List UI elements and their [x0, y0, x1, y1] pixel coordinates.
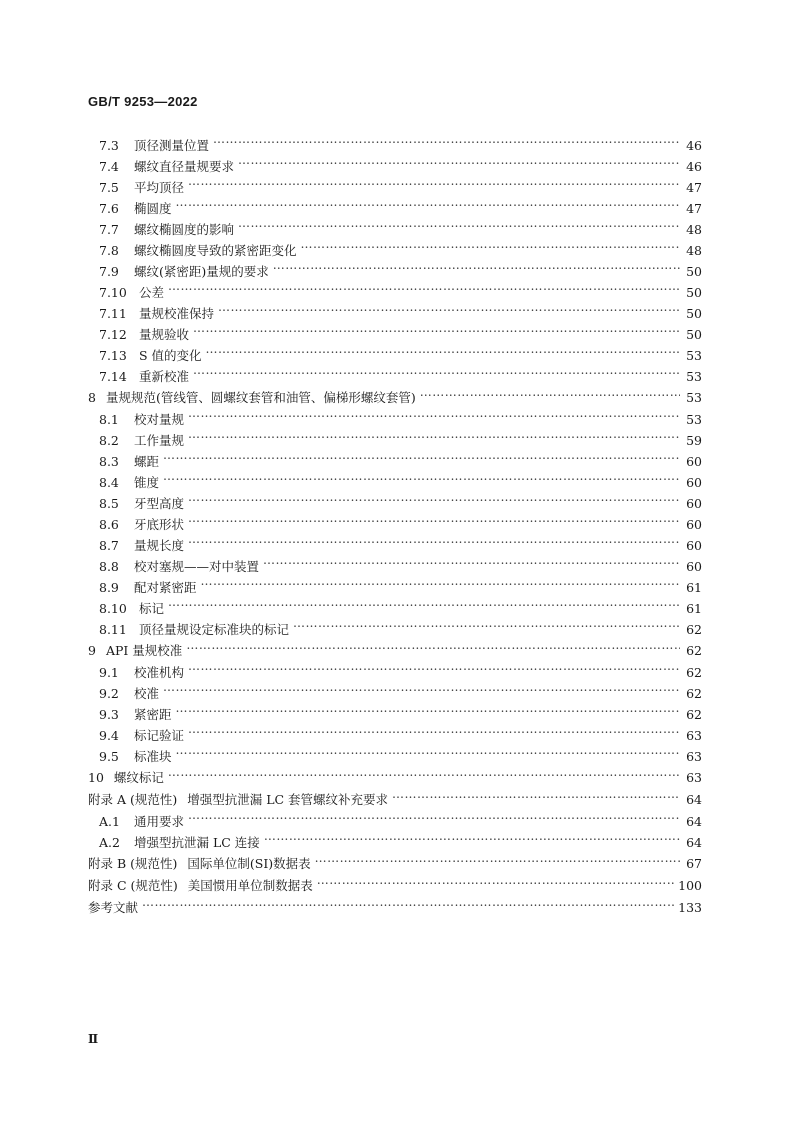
- toc-entry-number: 8.3: [99, 454, 119, 469]
- toc-entry-title: 参考文献: [88, 900, 139, 915]
- toc-entry-title: 螺纹椭圆度导致的紧密距变化: [134, 243, 297, 258]
- toc-entry-number: 9.4: [99, 728, 119, 743]
- toc-entry-number: 8.2: [99, 433, 119, 448]
- toc-entry-page: 46: [686, 138, 702, 153]
- dot-leader: [176, 698, 680, 719]
- toc-entry-number: 8.9: [99, 580, 119, 595]
- toc-entry[interactable]: [88, 445, 702, 469]
- dot-leader: [317, 869, 674, 890]
- document-code: GB/T 9253—2022: [88, 94, 198, 109]
- toc-entry-page: 48: [686, 222, 702, 237]
- toc-entry-page: 60: [686, 454, 702, 469]
- toc-entry-title: 牙型高度: [134, 496, 185, 511]
- toc-entry-title: 美国惯用单位制数据表: [187, 878, 313, 893]
- dot-leader: [186, 634, 680, 655]
- dot-leader: [213, 129, 680, 150]
- toc-entry-page: 62: [686, 707, 702, 722]
- toc-entry-title: 标记验证: [134, 728, 185, 743]
- dot-leader: [188, 403, 680, 424]
- toc-entry[interactable]: [88, 740, 702, 764]
- toc-entry-page: 59: [686, 433, 702, 448]
- toc-entry-number: 9.3: [99, 707, 119, 722]
- toc-entry-page: 53: [686, 348, 702, 363]
- toc-entry-number: 9.5: [99, 749, 119, 764]
- toc-entry-number: 附录 A (规范性): [88, 792, 178, 807]
- toc-entry-number: 7.9: [99, 264, 119, 279]
- dot-leader: [188, 529, 680, 550]
- dot-leader: [218, 297, 680, 318]
- toc-entry[interactable]: [88, 677, 702, 701]
- toc-entry-page: 61: [686, 601, 702, 616]
- toc-entry-page: 60: [686, 559, 702, 574]
- toc-entry-title: 校准机构: [134, 665, 185, 680]
- toc-entry-number: 7.12: [99, 327, 127, 342]
- toc-entry-title: 通用要求: [134, 814, 185, 829]
- toc-entry-number: 7.4: [99, 159, 119, 174]
- toc-entry-number: 7.3: [99, 138, 119, 153]
- toc-entry-number: 7.6: [99, 201, 119, 216]
- toc-entry-number: 8.7: [99, 538, 119, 553]
- toc-entry[interactable]: [88, 192, 702, 216]
- toc-entry-page: 60: [686, 517, 702, 532]
- dot-leader: [163, 677, 680, 698]
- toc-entry-number: 附录 B (规范性): [88, 856, 178, 871]
- dot-leader: [188, 171, 680, 192]
- toc-entry-title: 量规规范(管线管、圆螺纹套管和油管、偏梯形螺纹套管): [105, 390, 416, 405]
- toc-entry-title: 配对紧密距: [134, 580, 197, 595]
- toc-entry-page: 50: [686, 327, 702, 342]
- page-number: Ⅱ: [88, 1032, 99, 1046]
- toc-entry-page: 64: [686, 835, 702, 850]
- toc-entry[interactable]: [88, 698, 702, 722]
- toc-entry-title: 量规验收: [139, 327, 190, 342]
- toc-entry-number: 9.2: [99, 686, 119, 701]
- toc-entry[interactable]: [88, 891, 702, 913]
- toc-entry-title: 紧密距: [134, 707, 172, 722]
- toc-entry[interactable]: [88, 613, 702, 637]
- toc-entry-page: 50: [686, 264, 702, 279]
- dot-leader: [188, 805, 680, 826]
- toc-entry-title: 螺纹标记: [113, 770, 164, 785]
- dot-leader: [188, 424, 680, 445]
- toc-entry-title: 螺纹直径量规要求: [134, 159, 235, 174]
- dot-leader: [168, 592, 680, 613]
- toc-entry-number: 8.11: [99, 622, 127, 637]
- dot-leader: [420, 381, 680, 402]
- toc-entry-number: 9: [88, 643, 96, 658]
- toc-entry-page: 53: [686, 390, 702, 405]
- toc-entry[interactable]: [88, 783, 702, 805]
- dot-leader: [238, 213, 680, 234]
- toc-entry-number: 7.11: [99, 306, 127, 321]
- toc-entry[interactable]: [88, 466, 702, 490]
- toc-entry[interactable]: [88, 805, 702, 829]
- toc-entry-title: 校对塞规——对中装置: [134, 559, 260, 574]
- dot-leader: [188, 656, 680, 677]
- toc-entry-number: 附录 C (规范性): [88, 878, 178, 893]
- dot-leader: [142, 891, 674, 912]
- toc-entry-title: API 量规校准: [105, 643, 183, 658]
- toc-entry-title: 锥度: [134, 475, 160, 490]
- toc-entry-page: 46: [686, 159, 702, 174]
- toc-entry-page: 67: [686, 856, 702, 871]
- toc-entry-title: 螺纹椭圆度的影响: [134, 222, 235, 237]
- dot-leader: [263, 550, 680, 571]
- toc-entry-title: 标记: [139, 601, 165, 616]
- toc-entry-title: 顶径量规设定标准块的标记: [139, 622, 290, 637]
- dot-leader: [176, 192, 680, 213]
- toc-entry-title: 量规校准保持: [139, 306, 215, 321]
- toc-entry[interactable]: [88, 719, 702, 743]
- toc-entry-page: 53: [686, 412, 702, 427]
- toc-entry-title: 量规长度: [134, 538, 185, 553]
- dot-leader: [206, 339, 680, 360]
- toc-entry-title: 公差: [139, 285, 165, 300]
- toc-entry-page: 64: [686, 814, 702, 829]
- toc-entry-number: 7.5: [99, 180, 119, 195]
- dot-leader: [188, 508, 680, 529]
- toc-entry-number: A.2: [99, 835, 120, 850]
- toc-entry-title: S 值的变化: [139, 348, 202, 363]
- toc-entry-page: 47: [686, 180, 702, 195]
- dot-leader: [193, 360, 680, 381]
- toc-entry-page: 48: [686, 243, 702, 258]
- toc-entry-title: 螺纹(紧密距)量规的要求: [134, 264, 269, 279]
- toc-entry[interactable]: [88, 869, 702, 891]
- toc-entry-page: 64: [686, 792, 702, 807]
- toc-entry-page: 63: [686, 749, 702, 764]
- toc-entry-page: 60: [686, 538, 702, 553]
- toc-entry-number: 10: [88, 770, 104, 785]
- toc-entry-number: 8.10: [99, 601, 127, 616]
- toc-entry[interactable]: [88, 592, 702, 616]
- toc-entry[interactable]: [88, 761, 702, 783]
- toc-entry-title: 螺距: [134, 454, 160, 469]
- toc-entry-number: 8: [88, 390, 96, 405]
- toc-entry-number: 8.5: [99, 496, 119, 511]
- dot-leader: [193, 318, 680, 339]
- table-of-contents: [88, 129, 702, 913]
- toc-entry-title: 重新校准: [139, 369, 190, 384]
- dot-leader: [188, 487, 680, 508]
- dot-leader: [201, 571, 680, 592]
- toc-entry-number: 8.8: [99, 559, 119, 574]
- toc-entry-number: A.1: [99, 814, 120, 829]
- toc-entry-page: 47: [686, 201, 702, 216]
- toc-entry-page: 61: [686, 580, 702, 595]
- toc-entry[interactable]: [88, 276, 702, 300]
- toc-entry-page: 62: [686, 686, 702, 701]
- toc-entry-page: 50: [686, 306, 702, 321]
- toc-entry-title: 国际单位制(SI)数据表: [187, 856, 311, 871]
- dot-leader: [264, 826, 680, 847]
- toc-entry[interactable]: [88, 129, 702, 153]
- dot-leader: [163, 466, 680, 487]
- toc-entry-title: 顶径测量位置: [134, 138, 210, 153]
- toc-entry-title: 平均顶径: [134, 180, 185, 195]
- dot-leader: [168, 276, 680, 297]
- toc-entry[interactable]: [88, 213, 702, 237]
- dot-leader: [301, 234, 680, 255]
- dot-leader: [176, 740, 680, 761]
- toc-entry-number: 8.6: [99, 517, 119, 532]
- dot-leader: [238, 150, 680, 171]
- toc-entry-title: 增强型抗泄漏 LC 连接: [134, 835, 260, 850]
- toc-entry-page: 60: [686, 496, 702, 511]
- toc-entry[interactable]: [88, 297, 702, 321]
- toc-entry-page: 133: [678, 900, 702, 915]
- toc-entry-page: 63: [686, 728, 702, 743]
- toc-entry-page: 50: [686, 285, 702, 300]
- toc-entry-number: 9.1: [99, 665, 119, 680]
- dot-leader: [163, 445, 680, 466]
- dot-leader: [293, 613, 680, 634]
- toc-entry-page: 62: [686, 643, 702, 658]
- toc-entry-page: 53: [686, 369, 702, 384]
- toc-entry-title: 椭圆度: [134, 201, 172, 216]
- toc-entry[interactable]: [88, 487, 702, 511]
- toc-entry-number: 7.14: [99, 369, 127, 384]
- toc-entry-title: 工作量规: [134, 433, 185, 448]
- toc-entry-page: 63: [686, 770, 702, 785]
- dot-leader: [315, 847, 680, 868]
- toc-entry-page: 62: [686, 665, 702, 680]
- toc-entry-number: 7.13: [99, 348, 127, 363]
- toc-entry-page: 62: [686, 622, 702, 637]
- dot-leader: [168, 761, 680, 782]
- toc-entry-number: 8.4: [99, 475, 119, 490]
- toc-entry-title: 标准块: [134, 749, 172, 764]
- toc-entry-title: 校准: [134, 686, 160, 701]
- toc-entry-title: 校对量规: [134, 412, 185, 427]
- toc-entry-number: 7.7: [99, 222, 119, 237]
- dot-leader: [188, 719, 680, 740]
- dot-leader: [392, 783, 680, 804]
- toc-entry-title: 增强型抗泄漏 LC 套管螺纹补充要求: [187, 792, 389, 807]
- toc-entry-page: 60: [686, 475, 702, 490]
- toc-entry-page: 100: [678, 878, 702, 893]
- toc-entry-title: 牙底形状: [134, 517, 185, 532]
- toc-entry-number: 8.1: [99, 412, 119, 427]
- toc-entry-number: 7.8: [99, 243, 119, 258]
- dot-leader: [273, 255, 680, 276]
- toc-entry-number: 7.10: [99, 285, 127, 300]
